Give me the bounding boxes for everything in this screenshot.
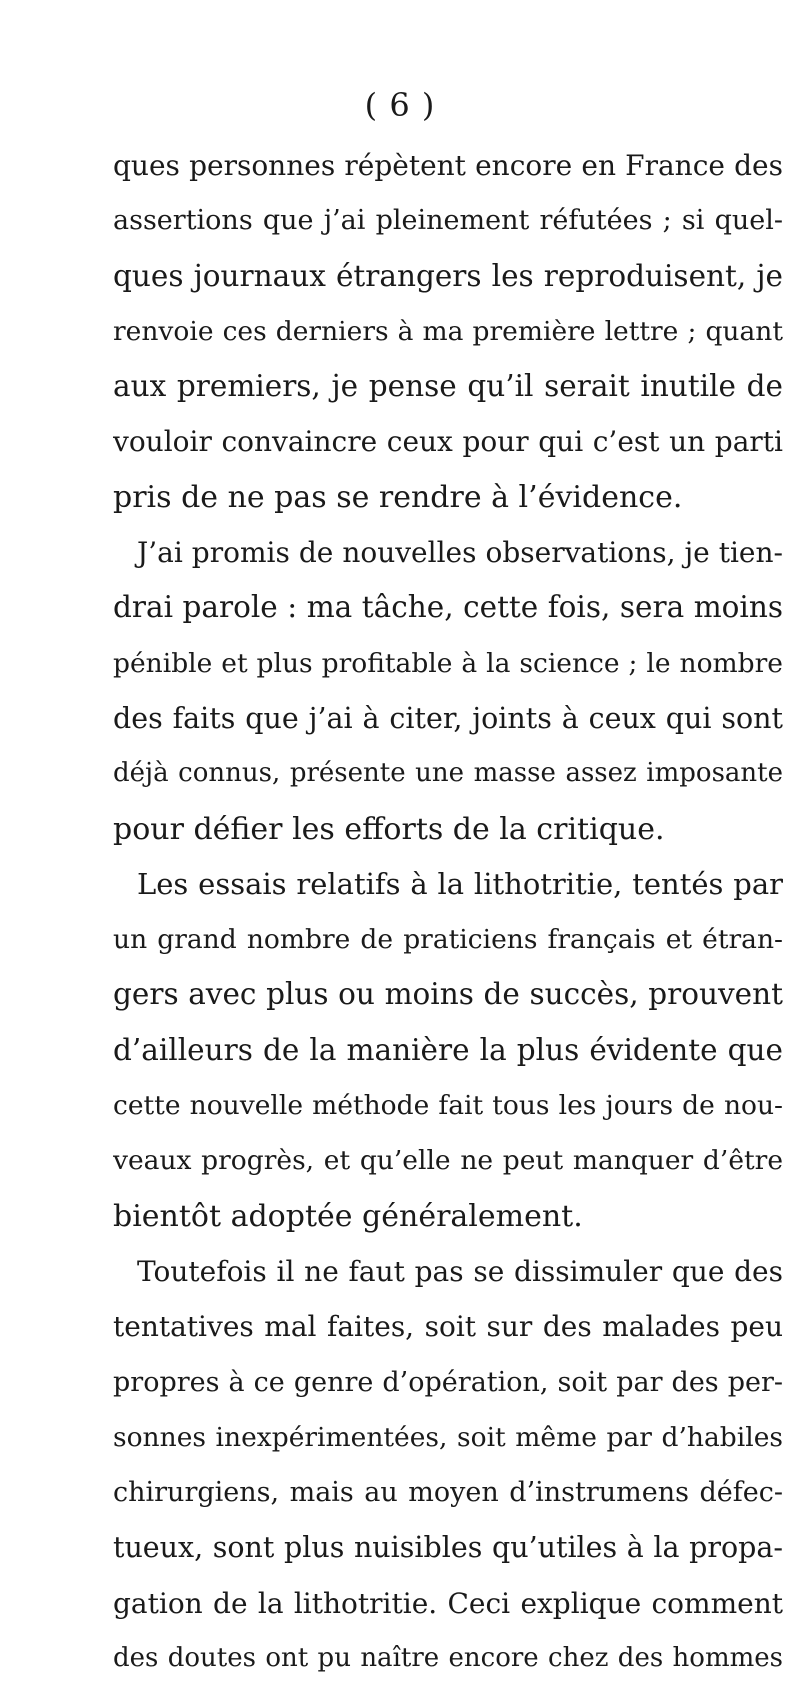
text-line: tentatives mal faites, soit sur des malades peu [113, 1310, 783, 1344]
text-line: des faits que j’ai à citer, joints à ceux qui sont [113, 701, 783, 735]
text-line: renvoie ces derniers à ma première lettre ; quant [113, 315, 783, 347]
text-line: pour défier les efforts de la critique. [113, 811, 665, 847]
text-line: drai parole : ma tâche, cette fois, sera moins [113, 590, 783, 625]
text-line: veaux progrès, et qu’elle ne peut manquer d’être [113, 1145, 783, 1177]
text-line: pris de ne pas se rendre à l’évidence. [113, 479, 683, 515]
text-line: propres à ce genre d’opération, soit par des per- [113, 1366, 783, 1398]
text-line: sonnes inexpérimentées, soit même par d’habiles [113, 1421, 783, 1453]
text-line: Les essais relatifs à la lithotritie, tentés par [137, 866, 783, 901]
text-line: ques personnes répètent encore en France des [113, 149, 783, 182]
page-number: ( 6 ) [364, 86, 436, 124]
text-line: Toutefois il ne faut pas se dissimuler que des [137, 1254, 783, 1288]
text-line: un grand nombre de praticiens français et étran- [113, 924, 783, 956]
text-line: aux premiers, je pense qu’il serait inutile de [113, 369, 783, 404]
text-line: d’ailleurs de la manière la plus évidente que [113, 1032, 783, 1067]
text-line: tueux, sont plus nuisibles qu’utiles à la propa- [113, 1531, 783, 1565]
text-line: ques journaux étrangers les reproduisent, je [113, 258, 783, 293]
text-line: vouloir convaincre ceux pour qui c’est un parti [113, 425, 783, 459]
text-line: chirurgiens, mais au moyen d’instrumens défec- [113, 1477, 783, 1509]
body-text [113, 138, 783, 1686]
text-line: des doutes ont pu naître encore chez des hommes [113, 1643, 783, 1674]
text-line: assertions que j’ai pleinement réfutées ; si quel- [113, 205, 783, 237]
text-line: pénible et plus profitable à la science ; le nombre [113, 647, 783, 679]
text-line: J’ai promis de nouvelles observations, je tien- [137, 536, 783, 570]
text-line: gers avec plus ou moins de succès, prouvent [113, 977, 783, 1012]
text-line: gation de la lithotritie. Ceci explique comment [113, 1586, 783, 1620]
text-line: cette nouvelle méthode fait tous les jours de nou- [113, 1090, 783, 1122]
text-line: bientôt adoptée généralement. [113, 1198, 583, 1234]
text-line: déjà connus, présente une masse assez imposante [113, 758, 783, 789]
